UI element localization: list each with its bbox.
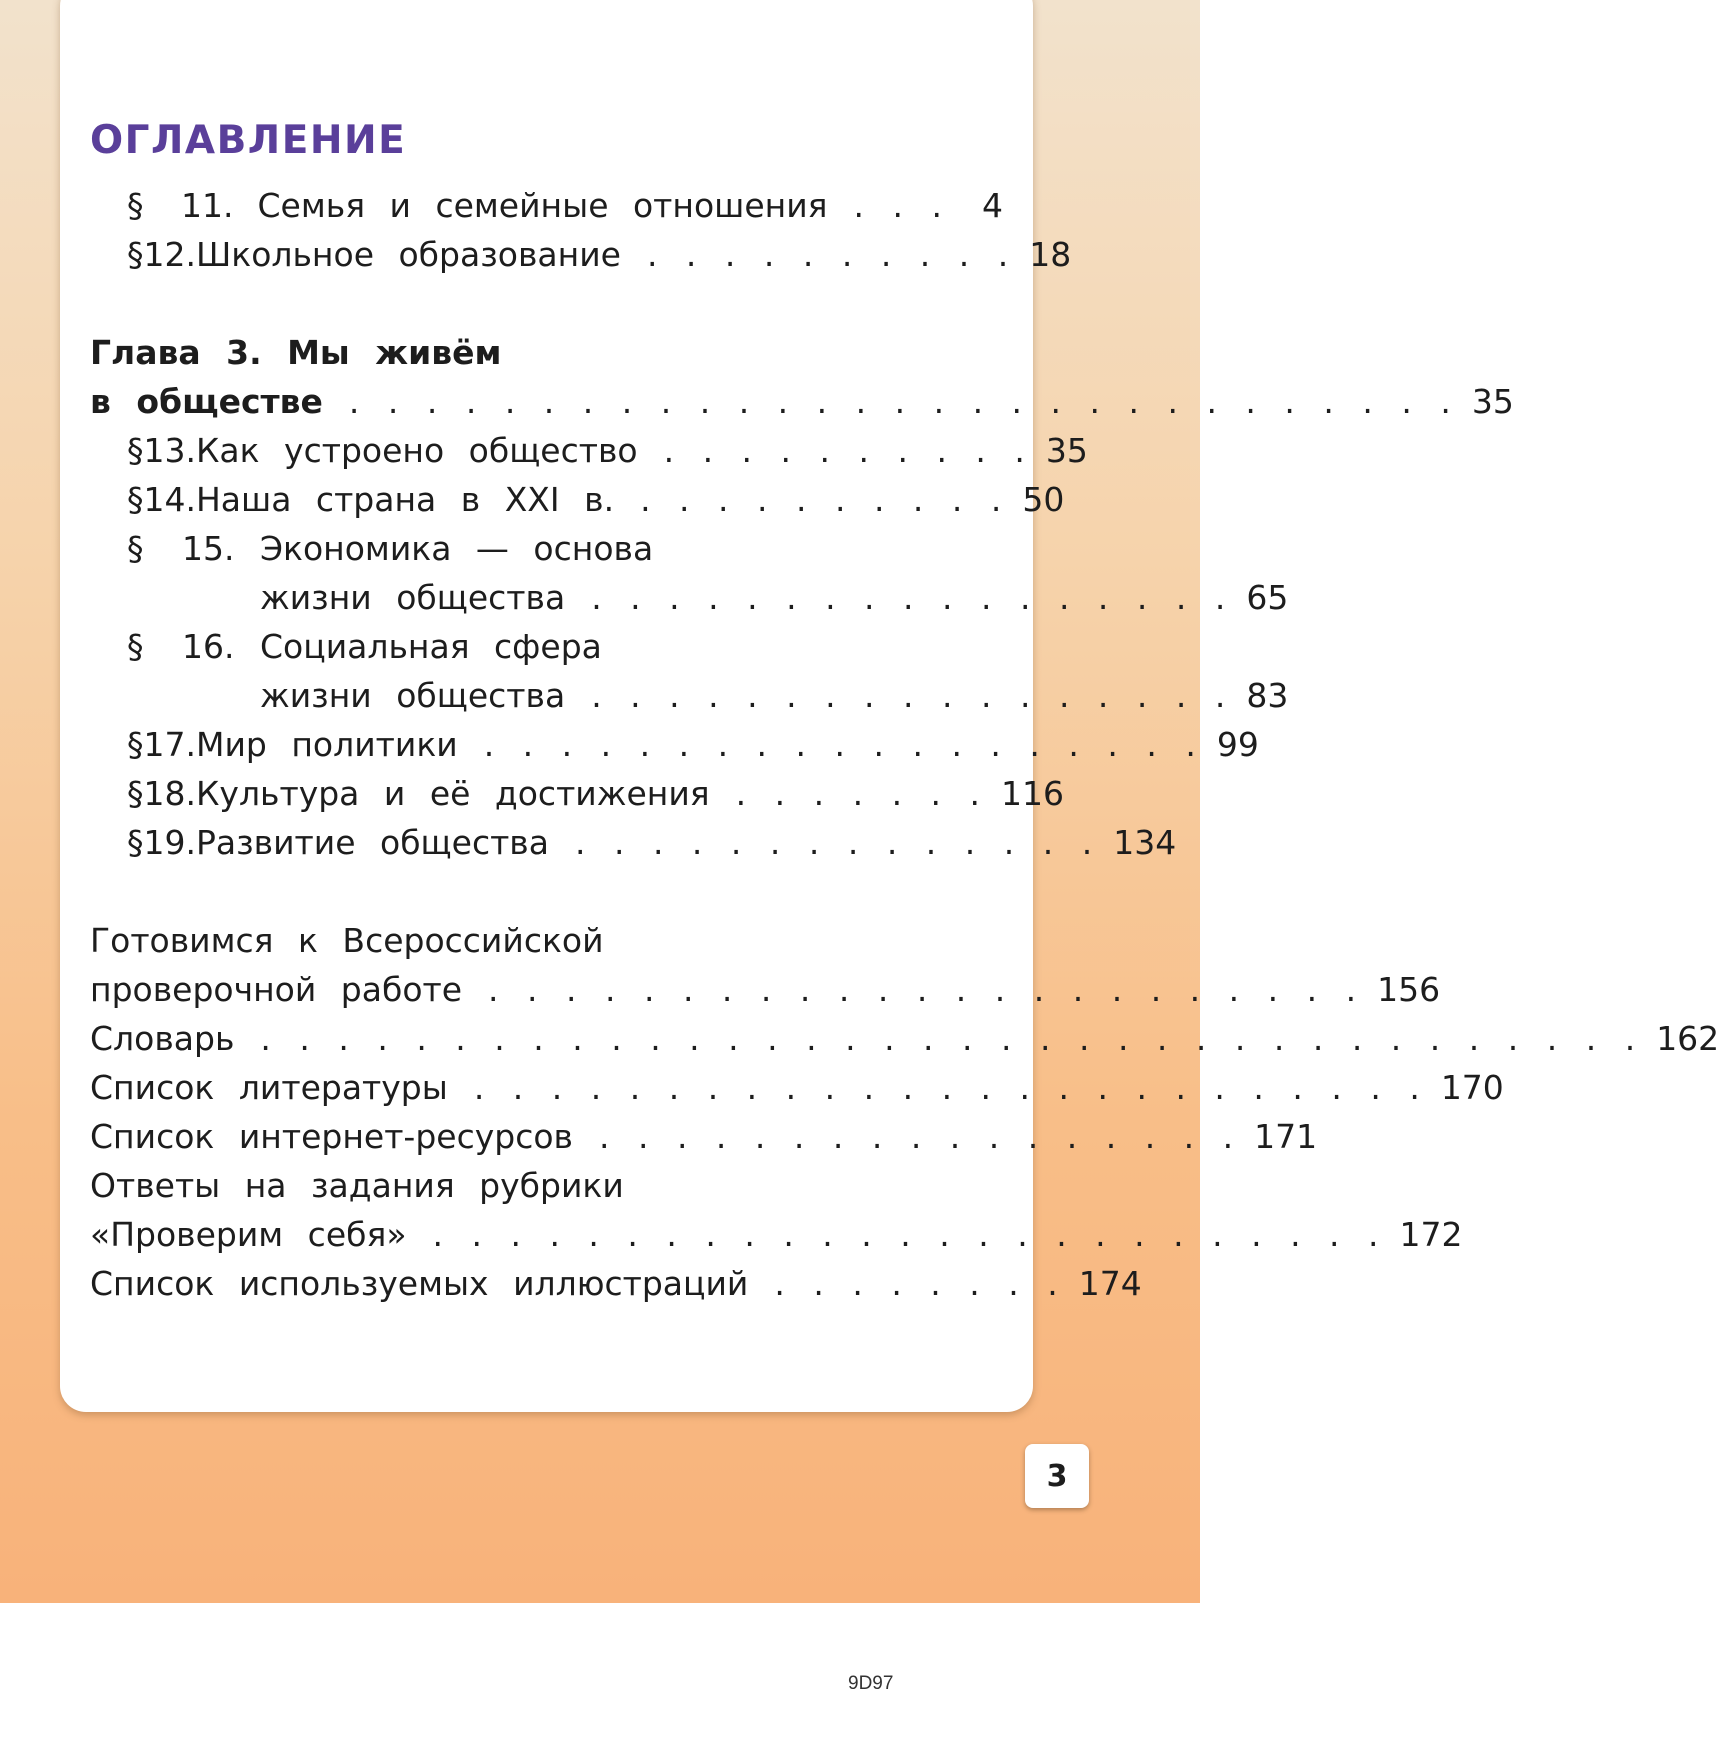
entry-title: Список литературы xyxy=(90,1068,448,1107)
toc-entry-13[interactable] xyxy=(90,431,1088,479)
section-sign: § xyxy=(127,186,144,225)
section-sign: § xyxy=(127,235,144,274)
toc-entry-internet[interactable] xyxy=(90,1117,1318,1165)
leader-dots: . . . . . . . . . . . . . . xyxy=(574,823,1102,862)
entry-page: 134 xyxy=(1113,823,1177,862)
leader-dots: . . . . . . . . . . . . . . . . . xyxy=(591,578,1235,617)
leader-dots: . . . . . . . . xyxy=(774,1264,1067,1303)
entry-page: 83 xyxy=(1246,676,1289,715)
chapter-title-line2: в обществе xyxy=(90,382,323,421)
entry-number: 19. xyxy=(143,823,196,862)
entry-page: 50 xyxy=(1022,480,1065,519)
section-sign: § xyxy=(127,725,144,764)
section-sign: § xyxy=(127,529,144,568)
toc-entry-glossary[interactable] xyxy=(90,1019,1719,1067)
chapter-heading[interactable] xyxy=(90,333,1003,381)
toc-heading: ОГЛАВЛЕНИЕ xyxy=(90,118,407,163)
entry-title: Наша страна в XXI в. xyxy=(195,480,615,519)
entry-page: 116 xyxy=(1001,774,1065,813)
entry-page: 170 xyxy=(1440,1068,1504,1107)
entry-title: жизни общества xyxy=(260,578,566,617)
entry-page: 99 xyxy=(1216,725,1259,764)
toc-entry-19[interactable] xyxy=(90,823,1177,871)
chapter-heading-cont[interactable] xyxy=(90,382,1514,430)
entry-title: Развитие общества xyxy=(195,823,549,862)
leader-dots: . . . . . . . . . . . . . . . . . . . xyxy=(483,725,1205,764)
leader-dots: . . . . . . . . . . . . . . . . . . . . . . . . . . . . . . . . . . . . xyxy=(260,1019,1645,1058)
section-sign: § xyxy=(127,431,144,470)
leader-dots: . . . . . . . . . . xyxy=(646,235,1018,274)
entry-title: «Проверим себя» xyxy=(90,1215,407,1254)
section-sign: § xyxy=(127,627,144,666)
toc-entry-vpr-cont[interactable] xyxy=(90,970,1441,1018)
entry-title: Как устроено общество xyxy=(195,431,638,470)
entry-title: Список интернет-ресурсов xyxy=(90,1117,573,1156)
entry-page: 171 xyxy=(1254,1117,1318,1156)
leader-dots: . . . . . . . . . . . . . . . . . . . . . . . xyxy=(488,970,1366,1009)
entry-number: 13. xyxy=(143,431,196,470)
toc-entry-literature[interactable] xyxy=(90,1068,1504,1116)
entry-title: Готовимся к Всероссийской xyxy=(90,921,604,960)
entry-number: 15. xyxy=(182,529,235,568)
section-sign: § xyxy=(127,774,144,813)
entry-title: Экономика — основа xyxy=(260,529,654,568)
entry-number: 11. xyxy=(180,186,234,225)
entry-page: 18 xyxy=(1029,235,1072,274)
toc-entry-11[interactable] xyxy=(90,186,1003,234)
toc-entry-17[interactable] xyxy=(90,725,1259,773)
leader-dots: . . . . . . . . . . . . . . . . . . . . . . . . . xyxy=(432,1215,1388,1254)
section-sign: § xyxy=(127,823,144,862)
leader-dots: . . . xyxy=(853,186,951,225)
toc-entry-answers-cont[interactable] xyxy=(90,1215,1463,1263)
entry-title: Словарь xyxy=(90,1019,235,1058)
entry-page: 162 xyxy=(1656,1019,1719,1058)
leader-dots: . . . . . . . . . . . . . . . . . . . . . . . . . . . . . xyxy=(348,382,1460,421)
section-sign: § xyxy=(127,480,144,519)
entry-page: 156 xyxy=(1377,970,1441,1009)
page-number-badge: 3 xyxy=(1025,1444,1089,1508)
toc-entry-14[interactable] xyxy=(90,480,1065,528)
entry-title: Ответы на задания рубрики xyxy=(90,1166,624,1205)
leader-dots: . . . . . . . . . . . . . . . . . xyxy=(591,676,1235,715)
leader-dots: . . . . . . . . . . . . . . . . . xyxy=(598,1117,1243,1156)
toc-entry-answers[interactable] xyxy=(90,1166,1003,1214)
chapter-title-line1: Глава 3. Мы живём xyxy=(90,333,502,372)
leader-dots: . . . . . . . . . . . . . . . . . . . . . . . . . xyxy=(473,1068,1429,1107)
entry-number: 17. xyxy=(143,725,196,764)
entry-page: 35 xyxy=(1045,431,1088,470)
footer-code: 9D97 xyxy=(848,1673,894,1694)
entry-page: 65 xyxy=(1246,578,1289,617)
toc-entry-16[interactable] xyxy=(90,627,1003,675)
entry-title: Культура и её достижения xyxy=(195,774,710,813)
entry-number: 12. xyxy=(143,235,196,274)
entry-title: Школьное образование xyxy=(195,235,621,274)
entry-title: Мир политики xyxy=(195,725,458,764)
toc-entry-illustrations[interactable] xyxy=(90,1264,1142,1312)
entry-title: Семья и семейные отношения xyxy=(257,186,828,225)
entry-title: Список используемых иллюстраций xyxy=(90,1264,749,1303)
entry-number: 14. xyxy=(143,480,196,519)
entry-page: 35 xyxy=(1471,382,1514,421)
toc-entry-15-cont[interactable] xyxy=(90,578,1289,626)
entry-title: Социальная сфера xyxy=(260,627,602,666)
toc-entry-12[interactable] xyxy=(90,235,1072,283)
entry-page: 172 xyxy=(1399,1215,1463,1254)
leader-dots: . . . . . . . . . . xyxy=(640,480,1011,519)
toc-entry-16-cont[interactable] xyxy=(90,676,1289,724)
leader-dots: . . . . . . . xyxy=(735,774,990,813)
entry-title: проверочной работе xyxy=(90,970,463,1009)
entry-page: 174 xyxy=(1078,1264,1142,1303)
entry-number: 16. xyxy=(182,627,235,666)
entry-number: 18. xyxy=(143,774,196,813)
entry-title: жизни общества xyxy=(260,676,566,715)
toc-entry-15[interactable] xyxy=(90,529,1003,577)
leader-dots: . . . . . . . . . . xyxy=(663,431,1034,470)
entry-page: 4 xyxy=(982,186,1003,225)
toc-entry-18[interactable] xyxy=(90,774,1065,822)
toc-entry-vpr[interactable] xyxy=(90,921,1003,969)
